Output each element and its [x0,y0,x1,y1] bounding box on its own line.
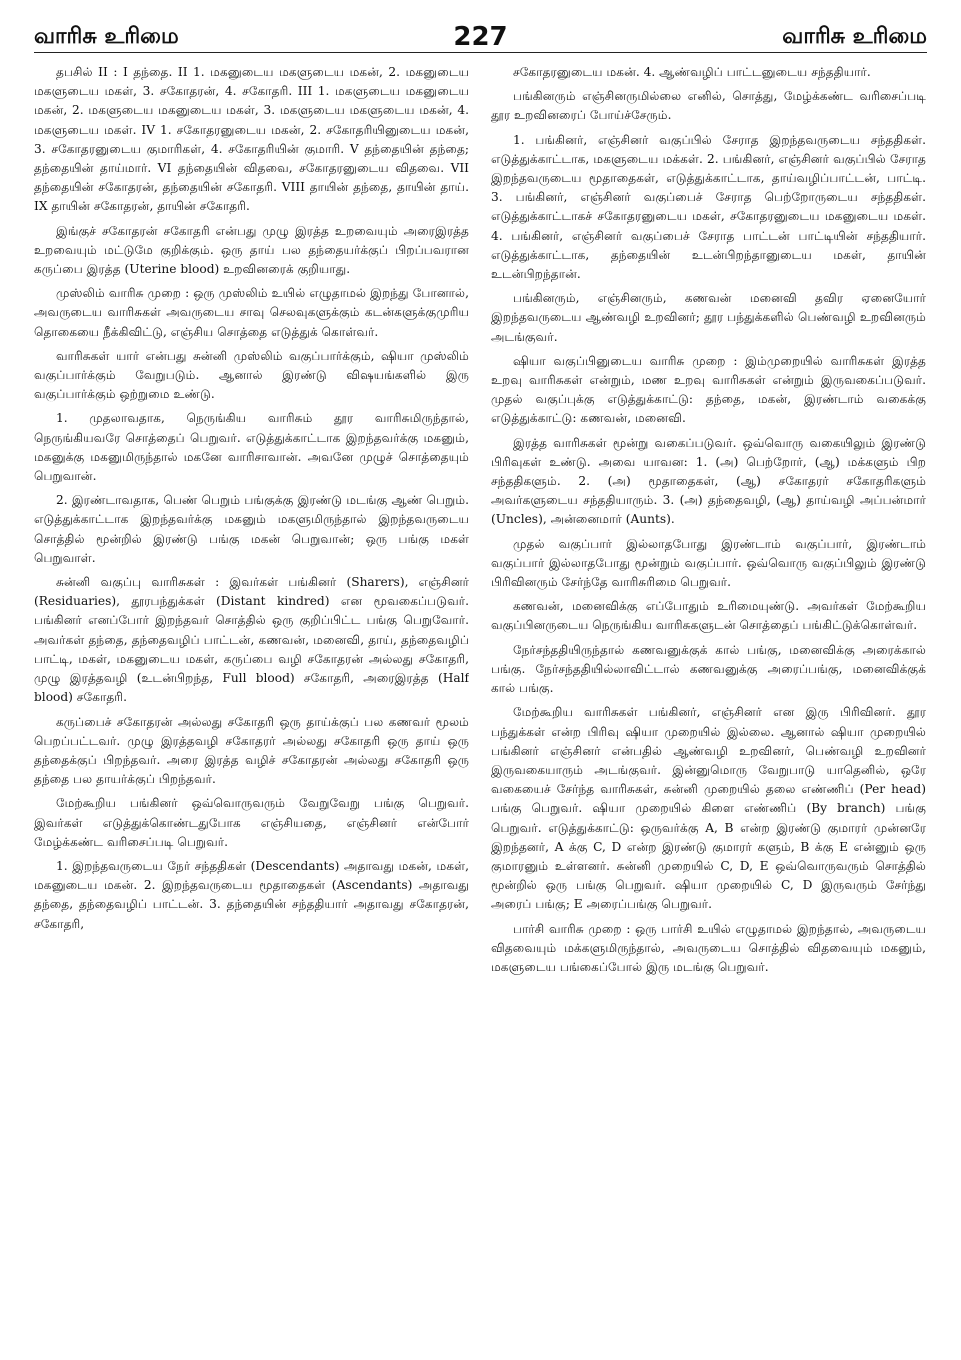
paragraph: முஸ்லிம் வாரிசு முறை : ஒரு முஸ்லிம் உயில் எழுதாமல் இறந்து போனால், அவருடைய வாரிசுகள் அவருடைய சாவு செலவுகளுக்கும் கடன்களுக்குமுரிய தொகையை நீக்கிவிட்டு, எஞ்சிய சொத்தை எடுத்துக் கொள்வர். [34,286,469,339]
paragraph: சகோதரனுடைய மகன். 4. ஆண்வழிப் பாட்டனுடைய சந்ததியார். [513,65,871,79]
paragraph: 1. பங்கினர், எஞ்சினர் வகுப்பில் சேராத இறந்தவருடைய சந்ததிகள். எடுத்துக்காட்டாக, மகளுடைய மக்கள். 2. பங்கினர், எஞ்சினர் வகுப்பில் சேராத இறந்தவருடைய மூதாதைகள், எடுத்துக்காட்டாக, தாய்வழிப்பாட்டன், பாட்டி. 3. பங்கினர், எஞ்சினர் வகுப்பைச் சேராத பெற்றோருடைய சந்ததிகள். எடுத்துக்காட்டாகச் சகோதரனுடைய மகள், சகோதரனுடைய மகனுடைய மகள். 4. பங்கினர், எஞ்சினர் வகுப்பைச் சேராத பாட்டன் பாட்டியின் சந்ததியார். எடுத்துக்காட்டாக, தந்தையின் உடன்பிறந்தானுடைய மகள், தாயின் உடன்பிறந்தான். [491,132,926,282]
right-column [491,63,926,1353]
running-title-right: வாரிசு உரிமை [782,24,927,49]
paragraph: மேற்கூறிய பங்கினர் ஒவ்வொருவரும் வேறுவேறு பங்கு பெறுவர். இவர்கள் எடுத்துக்கொண்டதுபோக எஞ்சியதை, எஞ்சினர் என்போர் மேழ்க்கண்ட வரிசைப்படி பெறுவர். [34,796,469,849]
paragraph: 1. முதலாவதாக, நெருங்கிய வாரிசும் தூர வாரிசுமிருந்தால், நெருங்கியவரே சொத்தைப் பெறுவர். எடுத்துக்காட்டாக இறந்தவர்க்கு மகனும், மகனுக்கு மகனுமிருந்தால் மகனே வாரிசாவான். அவனே முழுச் சொத்தையும் பெறுவான். [34,411,469,484]
running-title-left: வாரிசு உரிமை [34,24,179,49]
paragraph: முதல் வகுப்பார் இல்லாதபோது இரண்டாம் வகுப்பார், இரண்டாம் வகுப்பார் இல்லாதபோது மூன்றும் வகுப்பார். ஒவ்வொரு வகுப்பிலும் இரண்டு பிரிவினரும் சேர்ந்தே வாரிசுரிமை பெறுவர். [491,536,926,590]
paragraph: சுன்னி வகுப்பு வாரிசுகள் : இவர்கள் பங்கினர் (Sharers), எஞ்சினர் (Residuaries), தூரபந்துக்கள் (Distant kindred) என மூவகைப்படுவர். பங்கினர் எனப்போர் இறந்தவர் சொத்தில் ஒரு குறிப்பிட்ட பங்கு பெறுவோர். அவர்கள் தந்தை, தந்தைவழிப் பாட்டன், கணவன், மனைவி, தாய், தந்தைவழிப் பாட்டி, மகள், மகனுடைய மகள், கருப்பை வழி சகோதரன் அல்லது சகோதரி, முழு இரத்தவழி (உடன்பிறந்த, Full blood) சகோதரி, அரைஇரத்த (Half blood) சகோதரி. [34,575,469,705]
paragraph: ஷியா வகுப்பினுடைய வாரிசு முறை : இம்முறையில் வாரிசுகள் இரத்த உறவு வாரிசுகள் என்றும், மண உறவு வாரிசுகள் என்றும் இருவகைப்படுவர். முதல் வகுப்புக்கு எடுத்துக்காட்டு: தந்தை, மகன், இரண்டாம் வகைக்கு எடுத்துக்காட்டு: கணவன், மனைவி. [491,353,926,426]
paragraph: இரத்த வாரிசுகள் மூன்று வகைப்படுவர். ஒவ்வொரு வகையிலும் இரண்டு பிரிவுகள் உண்டு. அவை யாவன: 1. (அ) பெற்றோர், (ஆ) மக்களும் பிற சந்ததிகளும். 2. (அ) மூதாதைகள், (ஆ) சகோதரர் சகோதரிகளும் அவர்களுடைய சந்ததியாரும். 3. (அ) தந்தைவழி, (ஆ) தாய்வழி அப்பன்மார் (Uncles), அன்னைமார் (Aunts). [491,435,926,527]
paragraph: தபசில் II : I தந்தை. II 1. மகனுடைய மகளுடைய மகன், 2. மகனுடைய மகளுடைய மகள், 3. சகோதரன், 4. சகோதரி. III 1. மகளுடைய மகனுடைய மகன், 2. மகளுடைய மகனுடைய மகள், 3. மகளுடைய மகளுடைய மகன், 4. மகளுடைய மகள். IV 1. சகோதரனுடைய மகன், 2. சகோதரியினுடைய மகன், 3. சகோதரனுடைய குமாரிகள், 4. சகோதரியின் குமாரி. V தந்தையின் தந்தை; தந்தையின் தாய்மார். VI தந்தையின் விதவை, சகோதரனுடைய விதவை. VII தந்தையின் சகோதரன், தந்தையின் சகோதரி. VIII தாயின் தந்தை, தாயின் தாய். IX தாயின் சகோதரன், தாயின் சகோதரி. [34,65,469,214]
paragraph: கருப்பைச் சகோதரன் அல்லது சகோதரி ஒரு தாய்க்குப் பல கணவர் மூலம் பெறப்பட்டவர். முழு இரத்தவழி சகோதரர் அல்லது சகோதரி ஒரு தாய் ஒரு தந்தைக்குப் பிறந்தவர். அரை இரத்த வழிச் சகோதரன் அல்லது சகோதரி ஒரு தந்தை பல தாயர்க்குப் பிறந்தவர். [34,714,469,787]
paragraph: பார்சி வாரிசு முறை : ஒரு பார்சி உயில் எழுதாமல் இறந்தால், அவருடைய விதவையும் மக்களுமிருந்தால், அவருடைய சொத்தில் விதவையும் மகனும், மகளுடைய பங்கைப்போல் இரு மடங்கு பெறுவர். [491,921,926,974]
paragraph: 1. இறந்தவருடைய நேர் சந்ததிகள் (Descendants) அதாவது மகன், மகள், மகனுடைய மகன். 2. இறந்தவருடைய மூதாதைகள் (Ascendants) அதாவது தந்தை, தந்தைவழிப் பாட்டன். 3. தந்தையின் சந்ததியார் அதாவது சகோதரன், சகோதரி, [34,858,469,931]
page-number: 227 [453,22,508,52]
paragraph: மேற்கூறிய வாரிசுகள் பங்கினர், எஞ்சினர் என இரு பிரிவினர். தூர பந்துக்கள் என்ற பிரிவு ஷியா முறையில் இல்லை. ஆனால் ஷியா முறையில் பங்கினர் எஞ்சினர் என்பதில் ஆண்வழி உறவினர், பெண்வழி உறவினர் இருவகையாரும் அடங்குவர். இன்னுமொரு வேறுபாடு யாதெனில், ஒரே வகையைச் சேர்ந்த வாரிசுகள், சுன்னி முறையில் தலை எண்ணிப் (Per head) பங்கு பெறுவர். ஷியா முறையில் கிளை எண்ணிப் (By branch) பங்கு பெறுவர். எடுத்துக்காட்டு: ஒருவர்க்கு A, B என்ற இரண்டு குமாரர் முன்னரே இறந்தனர், A க்கு C, D என்ற இரண்டு குமாரர் களும், B க்கு E என்னும் ஒரு குமாரனும் உள்ளனர். சுன்னி முறையில் C, D, E ஒவ்வொருவரும் சொத்தில் மூன்றில் ஒரு பங்கு பெறுவர். ஷியா முறையில் C, D இருவரும் சேர்ந்து அரைப் பங்கு; E அரைப்பங்கு பெறுவர். [491,705,926,912]
paragraph: பங்கினரும், எஞ்சினரும், கணவன் மனைவி தவிர ஏனையோர் இறந்தவருடைய ஆண்வழி உறவினர்; தூர பந்துக்களில் பெண்வழி உறவினரும் அடங்குவர். [491,291,926,344]
paragraph: வாரிசுகள் யார் என்பது சுன்னி முஸ்லிம் வகுப்பார்க்கும், ஷியா முஸ்லிம் வகுப்பார்க்கும் வேறுபடும். ஆனால் இரண்டு விஷயங்களில் இரு வகுப்பார்க்கும் ஒற்றுமை உண்டு. [34,348,469,402]
page-header [34,18,927,53]
paragraph: பங்கினரும் எஞ்சினருமில்லை எனில், சொத்து, மேழ்க்கண்ட வரிசைப்படி தூர உறவினரைப் போய்ச்சேரும். [491,89,926,123]
text-columns [34,63,927,1353]
paragraph: இங்குச் சகோதரன் சகோதரி என்பது முழு இரத்த உறவையும் அரைஇரத்த உறவையும் மட்டுமே குறிக்கும். ஒரு தாய் பல தந்தையர்க்குப் பிறப்பவரான கருப்பை இரத்த (Uterine blood) உறவினரைக் குறியாது. [34,223,469,277]
paragraph: நேர்சந்ததியிருந்தால் கணவனுக்குக் கால் பங்கு, மனைவிக்கு அரைக்கால் பங்கு. நேர்சந்ததியில்லாவிட்டால் கணவனுக்கு அரைப்பங்கு, மனைவிக்குக் கால் பங்கு. [491,642,926,696]
paragraph: கணவன், மனைவிக்கு எப்போதும் உரிமையுண்டு. அவர்கள் மேற்கூறிய வகுப்பினருடைய நெருங்கிய வாரிசுகளுடன் சொத்தைப் பங்கிட்டுக்கொள்வர். [491,599,926,633]
left-column [34,63,469,1353]
paragraph: 2. இரண்டாவதாக, பெண் பெறும் பங்குக்கு இரண்டு மடங்கு ஆண் பெறும். எடுத்துக்காட்டாக இறந்தவர்க்கு மகனும் மகளுமிருந்தால் இறந்தவருடைய சொத்தில் மூன்றில் இரண்டு பங்கு மகன் பெறுவான்; ஒரு பங்கு மகள் பெறுவாள். [34,493,469,565]
